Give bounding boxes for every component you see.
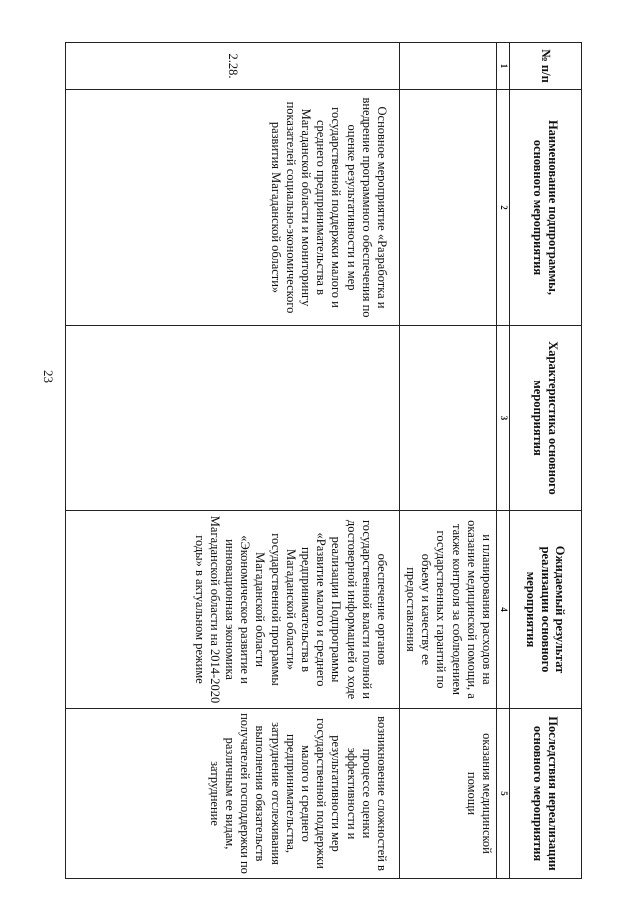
row-name-cell: [400, 90, 497, 326]
header-result: Ожидаемый результат реализации основного мероприятия: [510, 511, 582, 709]
column-number: 3: [497, 326, 510, 511]
row-consequence-cell: возникновение сложностей в процессе оценки эффективности и результативности мер государственной поддержки малого и среднего предпринимательства, затруднение отслеживания выполнения обязательств получателей господдержки по различным ее видам, затруднение: [66, 709, 400, 879]
table-row: [66, 43, 400, 879]
rotated-table-container: [65, 42, 582, 878]
column-number: 1: [497, 43, 510, 90]
column-number: 5: [497, 709, 510, 879]
header-number: № п/п: [510, 43, 582, 90]
column-number: 4: [497, 511, 510, 709]
row-characteristic-cell: [400, 326, 497, 511]
page-number: 23: [41, 370, 56, 383]
row-result-cell: и планирования расходов на оказание медицинской помощи, а также контроля за соблюдением государственных гарантий по объему и качеству ее предоставления: [400, 511, 497, 709]
header-name: Наименование подпрограммы, основного мероприятия: [510, 90, 582, 326]
row-name-cell: Основное мероприятие «Разработка и внедрение программного обеспечения по оценке результативности и мер государственной поддержки малого и среднего предпринимательства в Магаданской области и мониторингу показателей социально-экономического развития Магаданской области»: [66, 90, 400, 326]
activities-table: [65, 42, 582, 879]
row-number-cell: 2.28.: [66, 43, 400, 90]
row-result-cell: обеспечение органов государственной власти полной и достоверной информацией о ходе реализации Подпрограммы «Развитие малого и среднего предпринимательства в Магаданской области» государственной программы Магаданской области «Экономическое развитие и инновационная экономика Магаданской области на 2014-2020 годы» в актуальном режиме: [66, 511, 400, 709]
column-number-row: [497, 43, 510, 879]
row-number-cell: [400, 43, 497, 90]
table-header-row: [510, 43, 582, 879]
header-consequence: Последствия нереализации основного мероприятия: [510, 709, 582, 879]
row-consequence-cell: оказания медицинской помощи: [400, 709, 497, 879]
header-characteristic: Характеристика основного мероприятия: [510, 326, 582, 511]
column-number: 2: [497, 90, 510, 326]
table-row: [400, 43, 497, 879]
row-characteristic-cell: [66, 326, 400, 511]
